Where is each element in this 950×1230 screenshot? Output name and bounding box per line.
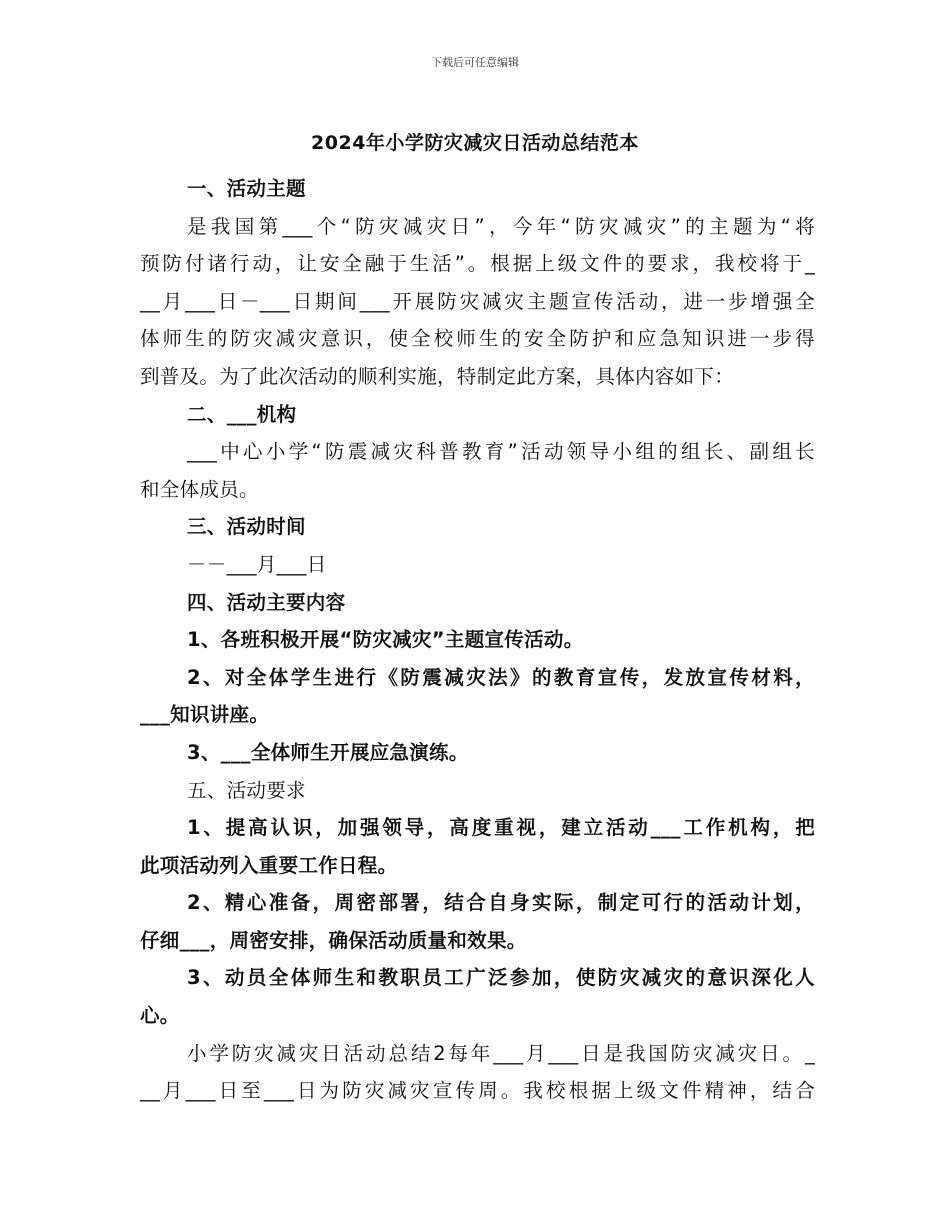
text-line: 到普及。为了此次活动的顺利实施，特制定此方案，具体内容如下： [140,364,735,388]
text-line: 二、___机构 [187,402,297,426]
text-line: ___中心小学“防震减灾科普教育”活动领导小组的组长、副组长 [187,440,815,464]
document-body [140,170,815,1110]
text-line: __月___日－___日期间___开展防灾减灾主题宣传活动，进一步增强全 [140,289,815,313]
text-line: 体师生的防灾减灾意识，使全校师生的安全防护和应急知识进一步得 [140,327,815,351]
text-line: __月___日至___日为防灾减灾宣传周。我校根据上级文件精神，结合 [140,1079,815,1103]
text-line: 2、精心准备，周密部署，结合自身实际，制定可行的活动计划， [187,891,815,915]
text-line: 和全体成员。 [140,477,259,501]
text-line: 此项活动列入重要工作日程。 [140,853,398,877]
text-line: 预防付诸行动，让安全融于生活”。根据上级文件的要求，我校将于_ [140,252,815,276]
text-line: 四、活动主要内容 [187,590,346,614]
text-line: 1、提高认识，加强领导，高度重视，建立活动___工作机构，把 [187,816,815,840]
page-header: 下载后可任意编辑 [431,56,519,69]
text-line: 五、活动要求 [187,778,306,802]
text-line: 三、活动时间 [187,515,306,539]
text-line: 一、活动主题 [187,177,306,200]
text-line: 仔细___，周密安排，确保活动质量和效果。 [140,928,527,952]
text-line: 3、动员全体师生和教职员工广泛参加，使防灾减灾的意识深化人 [187,966,815,990]
text-line: ___知识讲座。 [140,703,270,727]
text-line: 3、___全体师生开展应急演练。 [187,740,469,764]
text-line: 心。 [140,1004,180,1028]
text-line: 是我国第___个“防灾减灾日”，今年“防灾减灾”的主题为“将 [187,214,815,238]
text-line: 2、对全体学生进行《防震减灾法》的教育宣传，发放宣传材料， [187,665,815,689]
text-line: 1、各班积极开展“防灾减灾”主题宣传活动。 [187,628,584,652]
text-line: －－___月___日 [187,552,327,576]
document-title: 2024年小学防灾减灾日活动总结范本 [311,132,639,154]
text-line: 小学防灾减灾日活动总结2每年___月___日是我国防灾减灾日。_ [187,1041,815,1065]
